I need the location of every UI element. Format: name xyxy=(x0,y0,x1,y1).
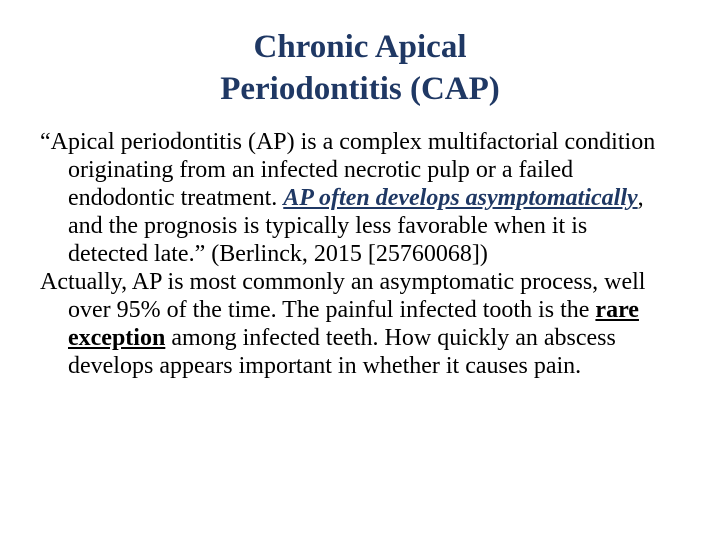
quote-emphasis-asymptomatically: AP often develops asymptomatically xyxy=(283,185,638,212)
slide-body xyxy=(40,128,664,380)
slide-title-line-2: Periodontitis (CAP) xyxy=(220,71,500,108)
quote-text-start: “Apical periodontitis (AP) is a complex multifactorial condition originating from an infected necrotic pulp or a failed endodontic treatment. xyxy=(40,129,656,212)
commentary-text-end: among infected teeth. How quickly an abscess develops appears important in whether it causes pain. xyxy=(68,325,616,380)
commentary-emphasis-rare-exception: rare exception xyxy=(68,297,639,352)
paragraph-quote xyxy=(40,128,664,268)
quote-text-end: , and the prognosis is typically less favorable when it is detected late.” (Berlinck, 2015 [25760068]) xyxy=(68,185,644,268)
commentary-text-start: Actually, AP is most commonly an asymptomatic process, well over 95% of the time. The painful infected tooth is the xyxy=(40,269,646,324)
paragraph-commentary xyxy=(40,268,664,380)
slide-title xyxy=(0,26,720,110)
slide-title-line-1: Chronic Apical xyxy=(253,29,467,65)
